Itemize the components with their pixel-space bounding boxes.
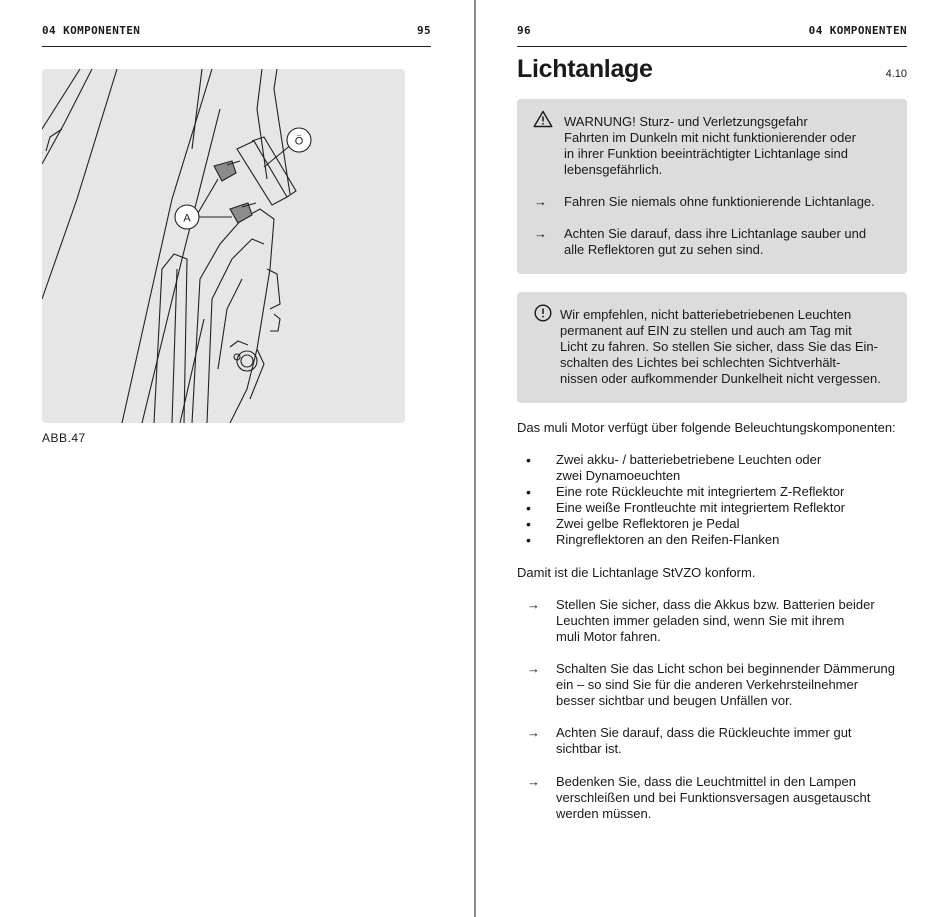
component-bullet-5: • [526,532,531,548]
component-bullet-4: • [526,516,531,532]
warning-box [517,99,907,274]
figure-illustration [42,69,405,423]
instruction-arrow-4: → [527,774,540,789]
notice-line-3: Licht zu fahren. So stellen Sie sicher, dass Sie das Ein- [560,339,878,354]
instruction-1-line-2: Leuchten immer geladen sind, wenn Sie mit ihrem [556,613,845,628]
component-2: Eine rote Rückleuchte mit integriertem Z-Reflektor [556,484,845,499]
instruction-arrow-3: → [527,725,540,740]
instruction-2-line-2: ein – so sind Sie für die anderen Verkehrsteilnehmer [556,677,859,692]
warning-arrow-2: → [534,226,547,241]
warning-line-4: lebensgefährlich. [564,162,663,177]
figure-label-a: A [183,212,191,225]
conformity-statement: Damit ist die Lichtanlage StVZO konform. [517,565,756,580]
instruction-2-line-3: besser sichtbar und beugen Unfällen vor. [556,693,793,708]
exclamation-circle-icon [534,304,552,322]
right-running-header: 04 KOMPONENTEN [808,24,907,37]
component-bullet-3: • [526,500,531,516]
warning-line-2: Fahrten im Dunkeln mit nicht funktionierender oder [564,130,856,145]
warning-item-2-line-2: alle Reflektoren gut zu sehen sind. [564,242,764,257]
notice-box [517,292,907,403]
page-title: Lichtanlage [517,55,653,83]
instruction-4-line-2: verschleißen und bei Funktionsversagen ausgetauscht [556,790,871,805]
instruction-4-line-3: werden müssen. [556,806,652,821]
warning-arrow-1: → [534,194,547,209]
instruction-2-line-1: Schalten Sie das Licht schon bei beginnender Dämmerung [556,661,895,676]
component-bullet-2: • [526,484,531,500]
components-intro: Das muli Motor verfügt über folgende Beleuchtungskomponenten: [517,420,896,435]
component-1-line-2: zwei Dynamoeuchten [556,468,681,483]
instruction-1-line-1: Stellen Sie sicher, dass die Akkus bzw. Batterien beider [556,597,875,612]
left-header-rule [42,46,431,47]
right-header-rule [517,46,907,47]
warning-line-3: in ihrer Funktion beeinträchtigter Lichtanlage sind [564,146,849,161]
component-bullet-1: • [526,452,531,468]
warning-line-1: WARNUNG! Sturz- und Verletzungsgefahr [564,114,808,129]
warning-item-1: Fahren Sie niemals ohne funktionierende Lichtanlage. [564,194,875,209]
notice-line-4: schalten des Lichtes bei schlechten Sichtverhält- [560,355,841,370]
left-running-header: 04 KOMPONENTEN [42,24,141,37]
notice-line-2: permanent auf EIN zu stellen und auch am Tag mit [560,323,852,338]
figure-label-o: Ö [294,135,304,148]
component-5: Ringreflektoren an den Reifen-Flanken [556,532,780,547]
component-3: Eine weiße Frontleuchte mit integriertem Reflektor [556,500,846,515]
section-number: 4.10 [885,68,907,80]
figure-caption: ABB.47 [42,431,86,445]
component-1-line-1: Zwei akku- / batteriebetriebene Leuchten oder [556,452,822,467]
instruction-3-line-2: sichtbar ist. [556,741,622,756]
left-page-number: 95 [416,24,431,37]
notice-line-5: nissen oder aufkommender Dunkelheit nicht vergessen. [560,371,881,386]
instruction-1-line-3: muli Motor fahren. [556,629,661,644]
right-page [476,0,950,917]
rear-light-mount-drawing [42,69,405,423]
instruction-3-line-1: Achten Sie darauf, dass die Rückleuchte immer gut [556,725,852,740]
warning-triangle-icon [533,110,553,128]
instruction-arrow-2: → [527,661,540,676]
left-page [0,0,474,917]
instruction-4-line-1: Bedenken Sie, dass die Leuchtmittel in den Lampen [556,774,856,789]
instruction-arrow-1: → [527,597,540,612]
notice-line-1: Wir empfehlen, nicht batteriebetriebenen Leuchten [560,307,852,322]
right-page-number: 96 [517,24,532,37]
component-4: Zwei gelbe Reflektoren je Pedal [556,516,740,531]
warning-item-2-line-1: Achten Sie darauf, dass ihre Lichtanlage sauber und [564,226,867,241]
